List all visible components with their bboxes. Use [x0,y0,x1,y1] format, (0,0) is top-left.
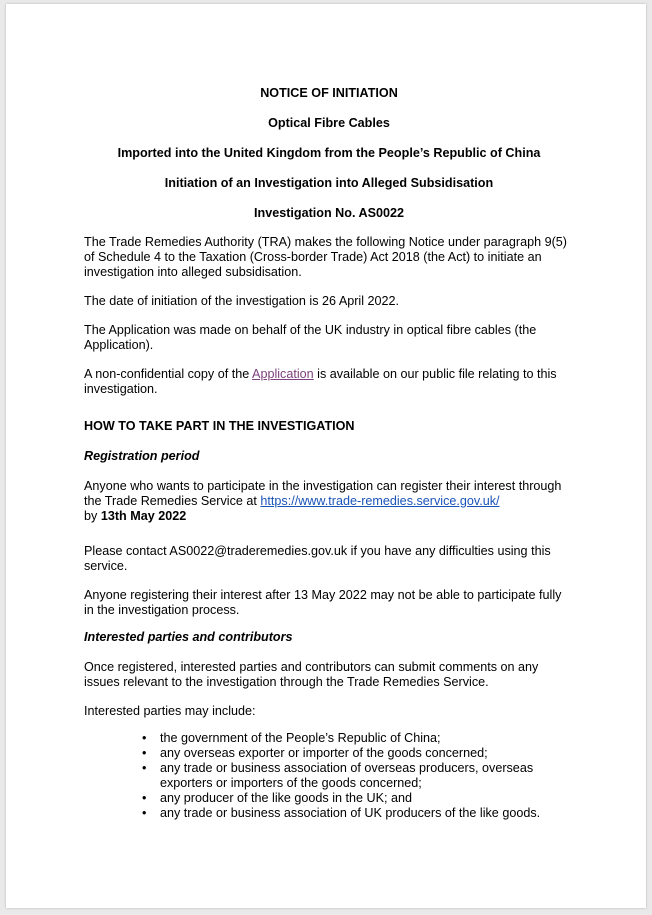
subject-title: Initiation of an Investigation into Alleged Subsidisation [164,176,494,190]
application-link[interactable]: Application [252,367,314,381]
document-content [84,86,574,821]
interested-parties-list [84,731,574,821]
registration-deadline: 13th May 2022 [100,509,187,523]
bullet-icon: • [142,746,147,760]
list-item [142,791,574,806]
intro-p4-text-before: A non-confidential copy of the [84,367,253,381]
bullet-icon: • [142,806,147,820]
list-item-text: any trade or business association of overseas producers, overseas exporters or importers of the goods concerned; [160,761,534,790]
product-title: Optical Fibre Cables [268,116,390,130]
registration-paragraph-1 [84,479,574,524]
list-item-text: any producer of the like goods in the UK; and [160,791,413,805]
section-heading-how-to-take-part: HOW TO TAKE PART IN THE INVESTIGATION [84,419,355,433]
bullet-icon: • [142,791,147,805]
list-item [142,731,574,746]
investigation-number: Investigation No. AS0022 [254,206,404,220]
list-item [142,761,574,791]
intro-paragraph-4 [84,367,574,397]
list-item-text: any overseas exporter or importer of the goods concerned; [160,746,488,760]
notice-title: NOTICE OF INITIATION [260,86,398,100]
trade-remedies-service-link[interactable]: https://www.trade-remedies.service.gov.uk/ [260,494,500,508]
subheading-interested-parties: Interested parties and contributors [84,630,293,644]
registration-paragraph-2: Please contact AS0022@traderemedies.gov.uk if you have any difficulties using this service. [84,544,551,573]
document-page [6,4,646,908]
bullet-icon: • [142,731,147,745]
registration-p1-text: Anyone who wants to participate in the investigation can register their interest through the Trade Remedies Service at [84,479,562,508]
interested-paragraph-1: Once registered, interested parties and contributors can submit comments on any issues relevant to the investigation through the Trade Remedies Service. [84,660,539,689]
registration-paragraph-3: Anyone registering their interest after 13 May 2022 may not be able to participate fully in the investigation process. [84,588,562,617]
interested-paragraph-2: Interested parties may include: [84,704,256,718]
registration-by-text: by [84,509,101,523]
list-item [142,806,574,821]
list-item-text: any trade or business association of UK producers of the like goods. [160,806,541,820]
intro-paragraph-2: The date of initiation of the investigation is 26 April 2022. [84,294,400,308]
bullet-icon: • [142,761,147,775]
subheading-registration-period: Registration period [84,449,200,463]
origin-title: Imported into the United Kingdom from the People’s Republic of China [117,146,541,160]
intro-paragraph-3: The Application was made on behalf of the UK industry in optical fibre cables (the Application). [84,323,537,352]
list-item [142,746,574,761]
list-item-text: the government of the People’s Republic of China; [160,731,441,745]
intro-paragraph-1: The Trade Remedies Authority (TRA) makes the following Notice under paragraph 9(5) of Schedule 4 to the Taxation (Cross-border Trade) Act 2018 (the Act) to initiate an investigation into alleged subsidisation. [84,235,567,279]
intro-p4-text-after: is available on our public file relating to this investigation. [84,367,557,396]
